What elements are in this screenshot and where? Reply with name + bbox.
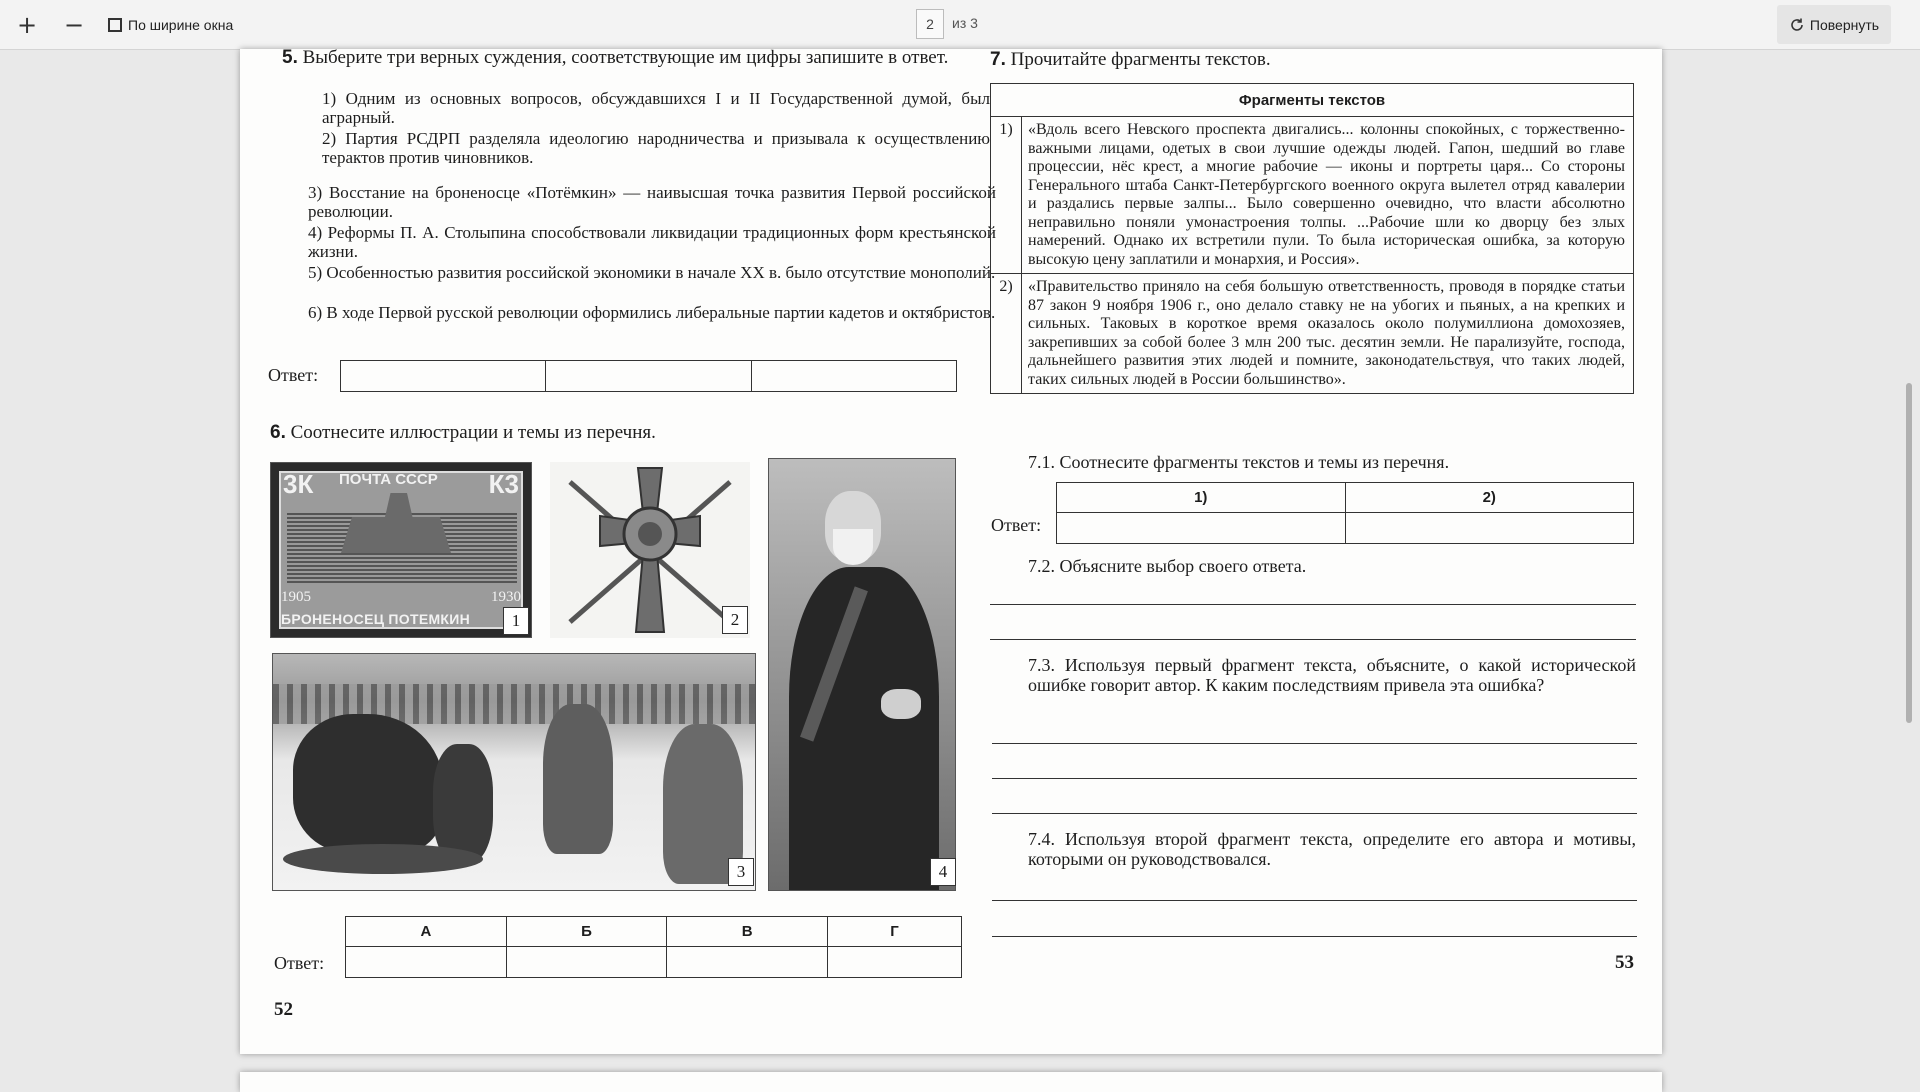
document-spread: [240, 49, 1662, 1054]
q7-2-answer-line[interactable]: [990, 604, 1636, 605]
image-number-3: 3: [728, 858, 754, 886]
q6-answer-label: Ответ:: [274, 953, 325, 973]
q7-1-answer-table: [1056, 482, 1634, 544]
q7-1-prompt: 7.1. Соотнесите фрагменты текстов и темы из перечня.: [1028, 452, 1450, 472]
q5-option-2: 2) Партия РСДРП разделяла идеологию народничества и призывала к осуществлению терактов против чиновников.: [322, 129, 990, 167]
zoom-out-button[interactable]: [55, 0, 93, 49]
q7-1-answer-label: Ответ:: [991, 515, 1042, 535]
q7-2-answer-line[interactable]: [990, 639, 1636, 640]
stamp-year-left: 1905: [281, 589, 311, 605]
vertical-scrollbar[interactable]: [1906, 383, 1912, 723]
cross-medal-image: [550, 462, 750, 638]
q6-answer-cell[interactable]: [828, 947, 962, 978]
image-number-1: 1: [503, 607, 529, 635]
fragment-number: 1): [991, 117, 1022, 274]
q6-answer-table: [345, 916, 962, 978]
cross-medal-drawing: [550, 462, 750, 638]
q5-option-4: 4) Реформы П. А. Столыпина способствовали ликвидации традиционных форм крестьянской жизни.: [308, 223, 996, 261]
q6-header-v: В: [667, 917, 828, 947]
page-total-label: из 3: [952, 15, 978, 31]
q7-4-prompt: 7.4. Используя второй фрагмент текста, определите его автора и мотивы, которыми он руководствовался.: [1028, 829, 1636, 869]
left-page-number: 52: [274, 999, 293, 1020]
fragment-number: 2): [991, 274, 1022, 394]
q6-answer-cell[interactable]: [346, 947, 507, 978]
q7-4-answer-line[interactable]: [992, 900, 1637, 901]
minus-icon: −: [63, 10, 85, 39]
portrait-image: [768, 458, 956, 891]
q6-title-text: Соотнесите иллюстрации и темы из перечня.: [290, 422, 656, 443]
fragments-table: [990, 83, 1634, 394]
q7-3-answer-line[interactable]: [992, 743, 1637, 744]
q6-header-g: Г: [828, 917, 962, 947]
fragment-text: «Вдоль всего Невского проспекта двигались... колонны спокойных, с торжественно-важными лицами, одетых в свои лучшие одежды людей. Гапон, шедший во главе процессии, нёс крест, а многие рабочие — иконы и портреты царя... Со стороны Генерального штаба Санкт-Петербургского военного округа вылетел отряд кавалерии и раздались первые залпы... Было совершенно очевидно, что власти абсолютно неправильно поняли умонастроения толпы. ...Рабочие шли ко дворцу без злых намерений. Однако их встретили пули. То была историческая ошибка, за которую высокую цену заплатили и монархия, и Россия».: [1022, 117, 1634, 274]
q7-3-answer-line[interactable]: [992, 778, 1637, 779]
q7-title-text: Прочитайте фрагменты текстов.: [1010, 49, 1271, 70]
q6-header-b: Б: [506, 917, 666, 947]
stamp-value-left: 3К: [283, 469, 314, 499]
q6-number: 6.: [270, 422, 286, 443]
fit-width-label: По ширине окна: [128, 16, 234, 33]
q5-option-5: 5) Особенностью развития российской экономики в начале XX в. было отсутствие монополий.: [308, 263, 996, 282]
q5-answer-grid[interactable]: [340, 360, 957, 392]
q7-1-header-2: 2): [1345, 483, 1634, 513]
q6-answer-cell[interactable]: [506, 947, 666, 978]
stamp-value-right: К3: [488, 469, 519, 499]
image-number-4: 4: [930, 858, 956, 886]
q5-option-3: 3) Восстание на броненосце «Потёмкин» — наивысшая точка развития Первой российской революции.: [308, 183, 996, 221]
rotate-button[interactable]: [1777, 5, 1891, 44]
q7-number: 7.: [990, 49, 1006, 70]
q5-answer-cell[interactable]: [546, 361, 751, 391]
q7-1-header-1: 1): [1057, 483, 1346, 513]
fragments-table-header: Фрагменты текстов: [991, 84, 1634, 117]
q6-header-a: А: [346, 917, 507, 947]
fragment-text: «Правительство приняло на себя большую ответственность, проводя в порядке статьи 87 закон 9 ноября 1906 г., оно делало ставку не на убогих и пьяных, а на крепких и сильных. Таковых в короткое время оказалось около полумиллиона домохозяев, закрепивших за собой более 3 млн 200 тыс. десятин земли. Не парализуйте, господа, дальнейшего развития этих людей и помните, законодательствуя, что таких людей, таких сильных людей в России большинство».: [1022, 274, 1634, 394]
stamp-year-right: 1930: [491, 589, 521, 605]
q7-2-prompt: 7.2. Объясните выбор своего ответа.: [1028, 556, 1307, 576]
q5-answer-cell[interactable]: [752, 361, 956, 391]
q5-number: 5.: [282, 47, 298, 68]
q5-option-1: 1) Одним из основных вопросов, обсуждавшихся I и II Государственной думой, был аграрный.: [322, 89, 990, 127]
right-page-number: 53: [1615, 952, 1634, 973]
fit-width-button[interactable]: [108, 0, 258, 49]
fit-width-icon: [108, 18, 122, 32]
zoom-in-button[interactable]: [8, 0, 46, 49]
q5-option-6: 6) В ходе Первой русской революции оформились либеральные партии кадетов и октябристов.: [308, 303, 996, 322]
q7-3-answer-line[interactable]: [992, 813, 1637, 814]
viewer-toolbar: [0, 0, 1920, 50]
q7-title: [990, 49, 1640, 70]
plus-icon: +: [16, 10, 38, 39]
rotate-icon: [1789, 17, 1805, 33]
page-number-input[interactable]: 2: [916, 9, 944, 39]
stamp-top-text: ПОЧТА СССР: [339, 471, 438, 488]
q5-title: [282, 47, 974, 68]
stamp-bottom-text: БРОНЕНОСЕЦ ПОТЕМКИН: [281, 611, 471, 627]
painting-image: [272, 653, 756, 891]
next-page-edge: [240, 1072, 1662, 1092]
q7-1-answer-cell[interactable]: [1057, 513, 1346, 544]
q5-title-text: Выберите три верных суждения, соответствующие им цифры запишите в ответ.: [302, 47, 949, 68]
q6-answer-cell[interactable]: [667, 947, 828, 978]
rotate-label: Повернуть: [1809, 16, 1880, 33]
q6-title: [270, 422, 970, 443]
stamp-image: [270, 462, 532, 638]
q7-4-answer-line[interactable]: [992, 936, 1637, 937]
q7-3-prompt: 7.3. Используя первый фрагмент текста, объясните, о какой исторической ошибке говорит автор. К каким последствиям привела эта ошибка?: [1028, 655, 1636, 695]
q7-1-answer-cell[interactable]: [1345, 513, 1634, 544]
q5-answer-label: Ответ:: [268, 365, 319, 385]
q5-answer-cell[interactable]: [341, 361, 546, 391]
image-number-2: 2: [722, 606, 748, 634]
